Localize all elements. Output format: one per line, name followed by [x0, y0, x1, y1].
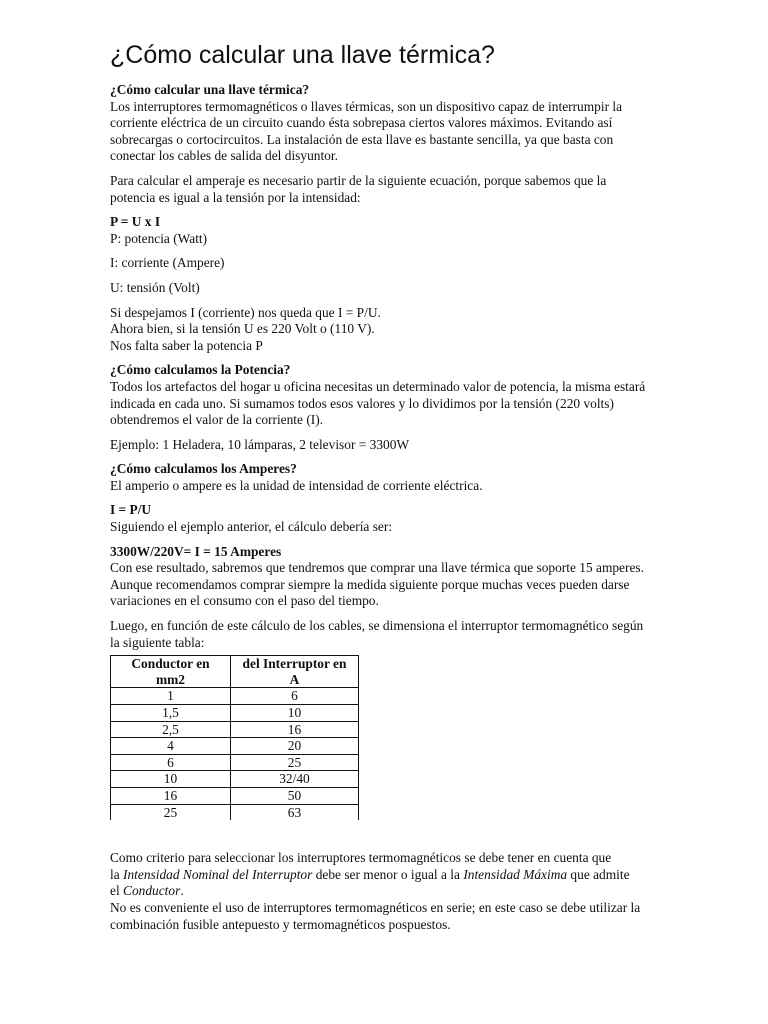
- criterio-text: .: [180, 883, 184, 899]
- table-cell-interruptor: 32/40: [231, 771, 359, 788]
- intro-line: corriente eléctrica de un circuito cuando ésta sobrepasa ciertos valores máximos. Evitando así: [110, 115, 613, 131]
- table-cell-interruptor: 20: [231, 738, 359, 755]
- criterio-text: el: [110, 883, 124, 899]
- amperes-formula-note: Siguiendo el ejemplo anterior, el cálculo debería ser:: [110, 519, 393, 535]
- intro-paragraph: [110, 82, 655, 165]
- table-cell-interruptor: 50: [231, 787, 359, 804]
- criterio-line: combinación fusible antepuesto y termomagnéticos pospuestos.: [110, 916, 451, 932]
- criterio-emphasis-intensidad-maxima: Intensidad Máxima: [463, 866, 568, 882]
- page-title: ¿Cómo calcular una llave térmica?: [110, 41, 495, 69]
- equation-intro-line: potencia es igual a la tensión por la intensidad:: [110, 189, 361, 205]
- amperes-result-line: Aunque recomendamos comprar siempre la medida siguiente porque muchas veces pueden darse: [110, 576, 630, 592]
- criterio-emphasis-conductor: Conductor: [123, 883, 181, 899]
- amperes-paragraph: [110, 461, 655, 494]
- amperes-result: 3300W/220V= I = 15 Amperes: [110, 543, 282, 559]
- table-row: [111, 771, 359, 788]
- document-page: [110, 40, 655, 941]
- table-row: [111, 705, 359, 722]
- table-cell-conductor: 6: [111, 754, 231, 771]
- formula-p-definition: P: potencia (Watt): [110, 230, 208, 246]
- table-cell-conductor: 16: [111, 787, 231, 804]
- potencia-line: Todos los artefactos del hogar u oficina necesitas un determinado valor de potencia, la misma estará: [110, 378, 646, 394]
- criterio-line: [110, 867, 655, 884]
- potencia-example: Ejemplo: 1 Heladera, 10 lámparas, 2 televisor = 3300W: [110, 436, 410, 452]
- table-cell-interruptor: 6: [231, 688, 359, 705]
- table-cell-conductor: 1: [111, 688, 231, 705]
- intro-line: Los interruptores termomagnéticos o llaves térmicas, son un dispositivo capaz de interrumpir la: [110, 98, 623, 114]
- amperes-result-line: variaciones en el consumo con el paso del tiempo.: [110, 593, 379, 609]
- table-row: [111, 804, 359, 820]
- table-cell-conductor: 25: [111, 804, 231, 820]
- table-header-row: [111, 656, 359, 688]
- table-cell-interruptor: 10: [231, 705, 359, 722]
- criterio-text: que admite: [567, 866, 630, 882]
- amperes-line: El amperio o ampere es la unidad de intensidad de corriente eléctrica.: [110, 477, 483, 493]
- table-cell-conductor: 1,5: [111, 705, 231, 722]
- despeje-line: Si despejamos I (corriente) nos queda que I = P/U.: [110, 304, 381, 320]
- criterio-line: [110, 883, 655, 900]
- potencia-line: obtendremos el valor de la corriente (I).: [110, 412, 324, 428]
- table-header-interruptor: del Interruptor en A: [231, 656, 359, 688]
- table-intro-line: la siguiente tabla:: [110, 634, 205, 650]
- criterio-paragraph: [110, 850, 655, 933]
- formula-u-definition: U: tensión (Volt): [110, 279, 200, 295]
- criterio-text: debe ser menor o igual a la: [312, 866, 464, 882]
- equation-intro-paragraph: [110, 173, 655, 206]
- table-row: [111, 787, 359, 804]
- criterio-line: Como criterio para seleccionar los interruptores termomagnéticos se debe tener en cuenta que: [110, 850, 612, 866]
- table-row: [111, 754, 359, 771]
- amperes-result-line: Con ese resultado, sabremos que tendremos que comprar una llave térmica que soporte 15 amperes.: [110, 560, 644, 576]
- intro-heading: ¿Cómo calcular una llave térmica?: [110, 82, 310, 97]
- intro-line: sobrecargas o cortocircuitos. La instalación de esta llave es bastante sencilla, ya que basta con: [110, 131, 614, 147]
- potencia-line: indicada en cada uno. Si sumamos todos esos valores y lo dividimos por la tensión (220 volts): [110, 395, 614, 411]
- table-intro-paragraph: [110, 618, 655, 651]
- formula-paragraph: [110, 214, 655, 247]
- table-cell-conductor: 4: [111, 738, 231, 755]
- potencia-heading: ¿Cómo calculamos la Potencia?: [110, 362, 291, 378]
- table-row: [111, 688, 359, 705]
- table-cell-interruptor: 63: [231, 804, 359, 820]
- formula-i-definition: I: corriente (Ampere): [110, 255, 225, 271]
- breaker-sizing-table: [110, 655, 359, 820]
- potencia-paragraph: [110, 362, 655, 428]
- criterio-line: No es conveniente el uso de interruptores termomagnéticos en serie; en este caso se debe utilizar la: [110, 899, 641, 915]
- amperes-result-paragraph: [110, 544, 655, 610]
- criterio-text: la: [110, 866, 124, 882]
- amperes-formula: I = P/U: [110, 502, 152, 518]
- despeje-line: Ahora bien, si la tensión U es 220 Volt o (110 V).: [110, 321, 375, 337]
- table-cell-interruptor: 25: [231, 754, 359, 771]
- table-row: [111, 738, 359, 755]
- table-cell-conductor: 2,5: [111, 721, 231, 738]
- table-cell-interruptor: 16: [231, 721, 359, 738]
- equation-intro-line: Para calcular el amperaje es necesario partir de la siguiente ecuación, porque sabemos que la: [110, 172, 607, 188]
- table-row: [111, 721, 359, 738]
- table-cell-conductor: 10: [111, 771, 231, 788]
- intro-line: conectar los cables de salida del disyuntor.: [110, 148, 338, 164]
- amperes-heading: ¿Cómo calculamos los Amperes?: [110, 461, 297, 477]
- formula-main: P = U x I: [110, 214, 161, 230]
- criterio-emphasis-intensidad-nominal: Intensidad Nominal del Interruptor: [123, 866, 313, 882]
- amperes-formula-paragraph: [110, 502, 655, 535]
- despeje-paragraph: [110, 305, 655, 355]
- table-intro-line: Luego, en función de este cálculo de los cables, se dimensiona el interruptor termomagnético según: [110, 618, 644, 634]
- table-header-conductor: Conductor en mm2: [111, 656, 231, 688]
- despeje-line: Nos falta saber la potencia P: [110, 337, 263, 353]
